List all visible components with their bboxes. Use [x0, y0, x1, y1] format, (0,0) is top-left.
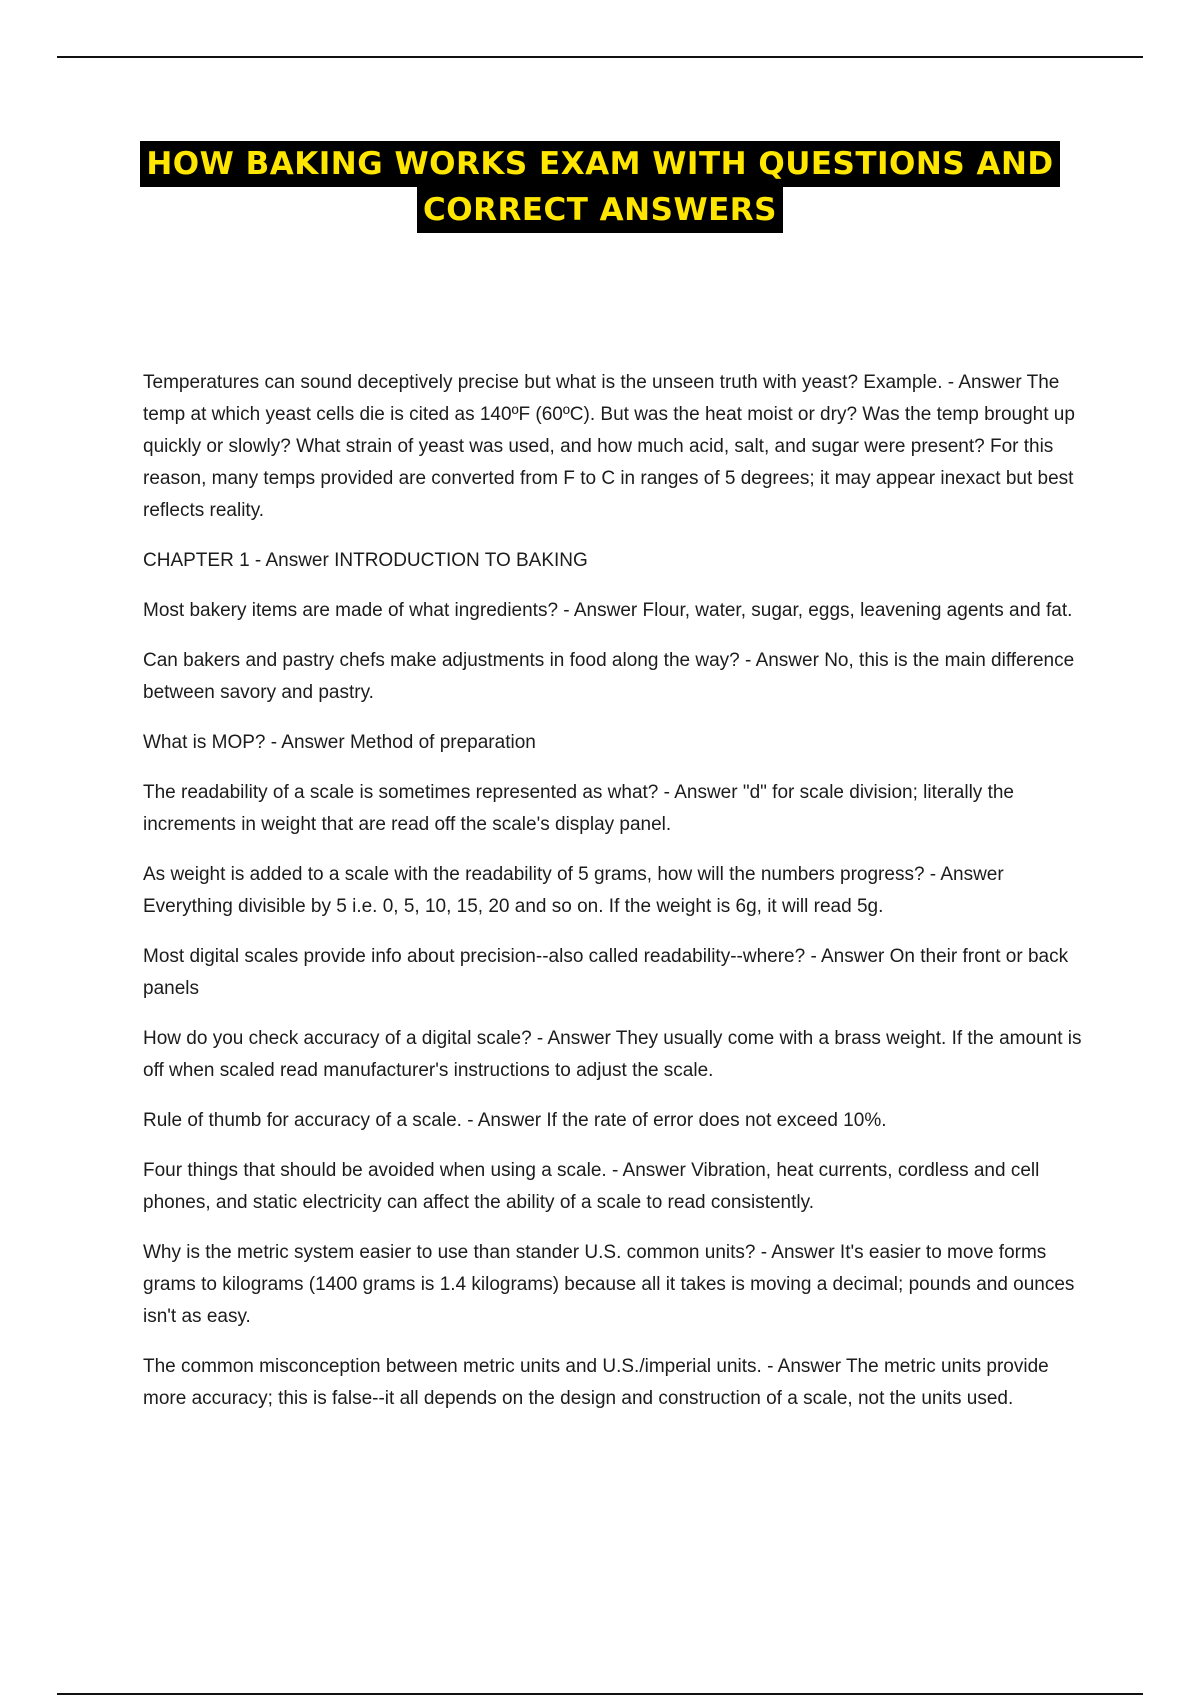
paragraph-scale-accuracy-check: How do you check accuracy of a digital scale? - Answer They usually come with a brass weight. If the amount is off when scaled read manufacturer's instructions to adjust the scale. — [143, 1028, 1082, 1081]
title-line-1: HOW BAKING WORKS EXAM WITH QUESTIONS AND — [140, 141, 1059, 187]
paragraph-things-to-avoid: Four things that should be avoided when using a scale. - Answer Vibration, heat currents, cordless and cell phones, and static electricity can affect the ability of a scale to read consistently. — [143, 1160, 1040, 1213]
title-line-2: CORRECT ANSWERS — [417, 187, 783, 233]
top-rule — [57, 56, 1143, 58]
document-body — [143, 367, 1093, 1433]
paragraph-chapter-heading: CHAPTER 1 - Answer INTRODUCTION TO BAKING — [143, 550, 588, 571]
paragraph-scale-precision: Most digital scales provide info about precision--also called readability--where? - Answer On their front or back panels — [143, 946, 1069, 999]
paragraph-adjustments: Can bakers and pastry chefs make adjustments in food along the way? - Answer No, this is the main difference between savory and pastry. — [143, 650, 1075, 703]
paragraph-metric-system: Why is the metric system easier to use than stander U.S. common units? - Answer It's easier to move forms grams to kilograms (1400 grams is 1.4 kilograms) because all it takes is moving a decimal; pounds and ounces isn't as easy. — [143, 1242, 1075, 1327]
paragraph-yeast-temperature: Temperatures can sound deceptively precise but what is the unseen truth with yeast? Example. - Answer The temp at which yeast cells die is cited as 140ºF (60ºC). But was the heat moist or dry? Was the temp brought up quickly or slowly? What strain of yeast was used, and how much acid, salt, and sugar were present? For this reason, many temps provided are converted from F to C in ranges of 5 degrees; it may appear inexact but best reflects reality. — [143, 372, 1075, 521]
paragraph-scale-readability: The readability of a scale is sometimes represented as what? - Answer "d" for scale division; literally the increments in weight that are read off the scale's display panel. — [143, 782, 1014, 835]
paragraph-rule-of-thumb: Rule of thumb for accuracy of a scale. - Answer If the rate of error does not exceed 10%. — [143, 1110, 887, 1131]
bottom-rule — [57, 1693, 1143, 1695]
paragraph-mop: What is MOP? - Answer Method of preparation — [143, 732, 536, 753]
paragraph-misconception: The common misconception between metric units and U.S./imperial units. - Answer The metric units provide more accuracy; this is false--it all depends on the design and construction of a scale, not the units used. — [143, 1356, 1049, 1409]
paragraph-ingredients: Most bakery items are made of what ingredients? - Answer Flour, water, sugar, eggs, leavening agents and fat. — [143, 600, 1073, 621]
paragraph-scale-progression: As weight is added to a scale with the readability of 5 grams, how will the numbers progress? - Answer Everything divisible by 5 i.e. 0, 5, 10, 15, 20 and so on. If the weight is 6g, it will read 5g. — [143, 864, 1004, 917]
document-title — [0, 141, 1200, 233]
